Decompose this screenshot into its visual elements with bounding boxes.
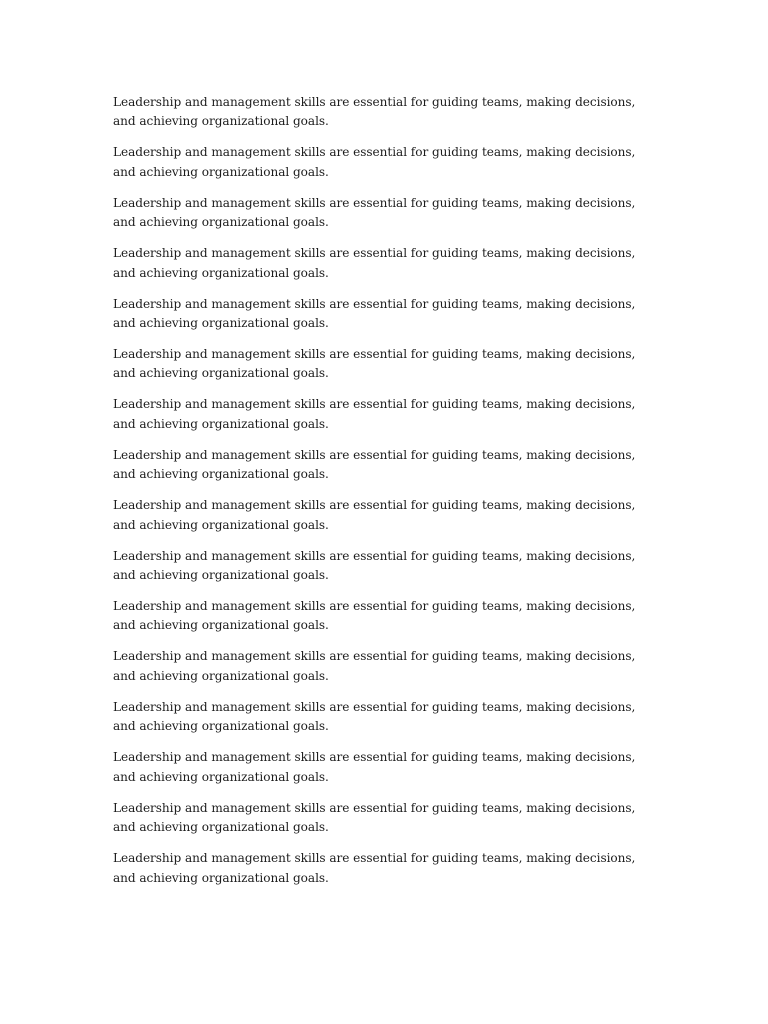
paragraph: Leadership and management skills are essential for guiding teams, making decisions, and achieving organizational goals. [113, 699, 636, 734]
paragraph: Leadership and management skills are essential for guiding teams, making decisions, and achieving organizational goals. [113, 599, 636, 633]
paragraph: Leadership and management skills are essential for guiding teams, making decisions, and achieving organizational goals. [113, 498, 636, 532]
paragraph: Leadership and management skills are essential for guiding teams, making decisions, and achieving organizational goals. [113, 95, 636, 129]
paragraph: Leadership and management skills are essential for guiding teams, making decisions, and achieving organizational goals. [113, 246, 636, 280]
paragraph: Leadership and management skills are essential for guiding teams, making decisions, and achieving organizational goals. [113, 397, 636, 431]
paragraph: Leadership and management skills are essential for guiding teams, making decisions, and achieving organizational goals. [113, 548, 636, 583]
paragraph: Leadership and management skills are essential for guiding teams, making decisions, and achieving organizational goals. [113, 800, 636, 835]
paragraph: Leadership and management skills are essential for guiding teams, making decisions, and achieving organizational goals. [113, 750, 636, 784]
paragraph: Leadership and management skills are essential for guiding teams, making decisions, and achieving organizational goals. [113, 447, 636, 482]
paragraph: Leadership and management skills are essential for guiding teams, making decisions, and achieving organizational goals. [113, 649, 636, 683]
paragraph: Leadership and management skills are essential for guiding teams, making decisions, and achieving organizational goals. [113, 851, 636, 885]
document-body [113, 93, 653, 900]
paragraph: Leadership and management skills are essential for guiding teams, making decisions, and achieving organizational goals. [113, 145, 636, 179]
paragraph: Leadership and management skills are essential for guiding teams, making decisions, and achieving organizational goals. [113, 195, 636, 230]
paragraph: Leadership and management skills are essential for guiding teams, making decisions, and achieving organizational goals. [113, 347, 636, 381]
paragraph: Leadership and management skills are essential for guiding teams, making decisions, and achieving organizational goals. [113, 296, 636, 331]
